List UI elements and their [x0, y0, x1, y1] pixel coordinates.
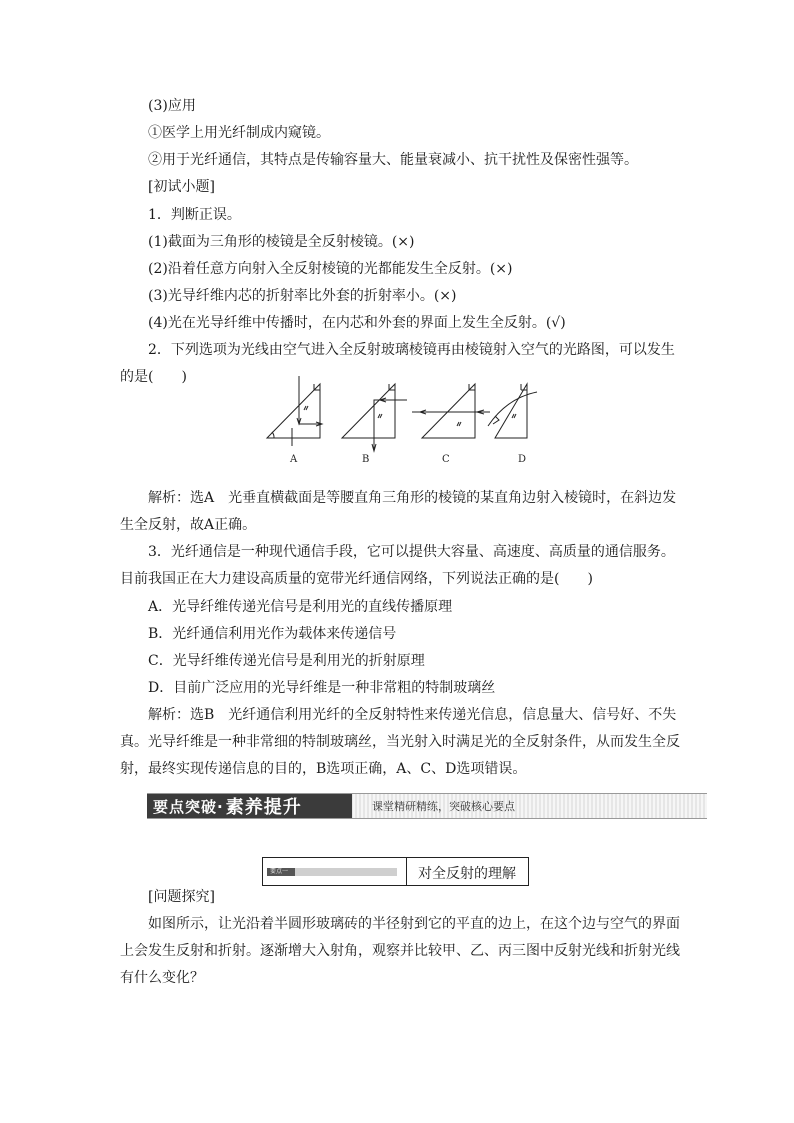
line-20: 解析：选B 光纤通信利用光纤的全反射特性来传递光信息，信息量大、信号好、不失	[148, 707, 677, 723]
line-22: 射，最终实现传递信息的目的，B选项正确，A、C、D选项错误。	[120, 761, 527, 777]
key-point-tag	[267, 868, 397, 876]
figure-label-a: A	[290, 454, 298, 465]
line-25: 上会发生反射和折射。逐渐增大入射角，观察并比较甲、乙、丙三图中反射光线和折射光线	[120, 943, 680, 959]
line-6: (1)截面为三角形的棱镜是全反射棱镜。(×)	[148, 234, 415, 250]
line-18: C．光导纤维传递光信号是利用光的折射原理	[148, 653, 425, 669]
key-point-divider	[406, 858, 407, 885]
section-banner	[147, 793, 707, 819]
line-5: 1．判断正误。	[148, 207, 241, 223]
line-12: 解析：选A 光垂直横截面是等腰直角三角形的棱镜的某直角边射入棱镜时，在斜边发	[148, 490, 677, 506]
figure-label-d: D	[518, 454, 527, 465]
banner-title-part-a: 要点突破·	[153, 797, 224, 816]
line-13: 生全反射，故A正确。	[120, 517, 257, 533]
banner-title-part-b: 素养提升	[225, 797, 302, 818]
prism-figure	[262, 366, 532, 465]
line-19: D．目前广泛应用的光导纤维是一种非常粗的特制玻璃丝	[148, 680, 496, 696]
line-11: 的是( )	[120, 369, 187, 385]
line-15: 目前我国正在大力建设高质量的宽带光纤通信网络，下列说法正确的是( )	[120, 571, 593, 587]
banner-title	[147, 794, 352, 818]
line-7: (2)沿着任意方向射入全反射棱镜的光都能发生全反射。(×)	[148, 261, 513, 277]
line-17: B．光纤通信利用光作为载体来传递信号	[148, 626, 397, 642]
line-8: (3)光导纤维内芯的折射率比外套的折射率小。(×)	[148, 288, 457, 304]
line-23: [问题探究]	[148, 889, 215, 905]
line-2: ①医学上用光纤制成内窥镜。	[148, 125, 330, 141]
key-point-box	[262, 857, 529, 886]
key-point-tag-text: 要点一	[270, 868, 289, 875]
figure-label-c: C	[442, 454, 450, 465]
line-9: (4)光在光导纤维中传播时，在内芯和外套的界面上发生全反射。(√)	[148, 315, 566, 331]
banner-subtitle: 课堂精研精练，突破核心要点	[372, 800, 515, 813]
line-24: 如图所示，让光沿着半圆形玻璃砖的半径射到它的平直的边上，在这个边与空气的界面	[148, 916, 680, 932]
line-21: 真。光导纤维是一种非常细的特制玻璃丝，当光射入时满足光的全反射条件，从而发生全反	[120, 734, 680, 750]
figure-label-b: B	[362, 454, 370, 465]
line-26: 有什么变化？	[120, 970, 204, 986]
key-point-title: 对全反射的理解	[418, 866, 516, 882]
line-3: ②用于光纤通信，其特点是传输容量大、能量衰减小、抗干扰性及保密性强等。	[148, 152, 638, 168]
line-10: 2．下列选项为光线由空气进入全反射玻璃棱镜再由棱镜射入空气的光路图，可以发生	[148, 342, 675, 358]
line-4: [初试小题]	[148, 179, 215, 195]
line-16: A．光导纤维传递光信号是利用光的直线传播原理	[148, 599, 453, 615]
line-14: 3．光纤通信是一种现代通信手段，它可以提供大容量、高速度、高质量的通信服务。	[148, 544, 675, 560]
line-1: (3)应用	[148, 98, 196, 114]
